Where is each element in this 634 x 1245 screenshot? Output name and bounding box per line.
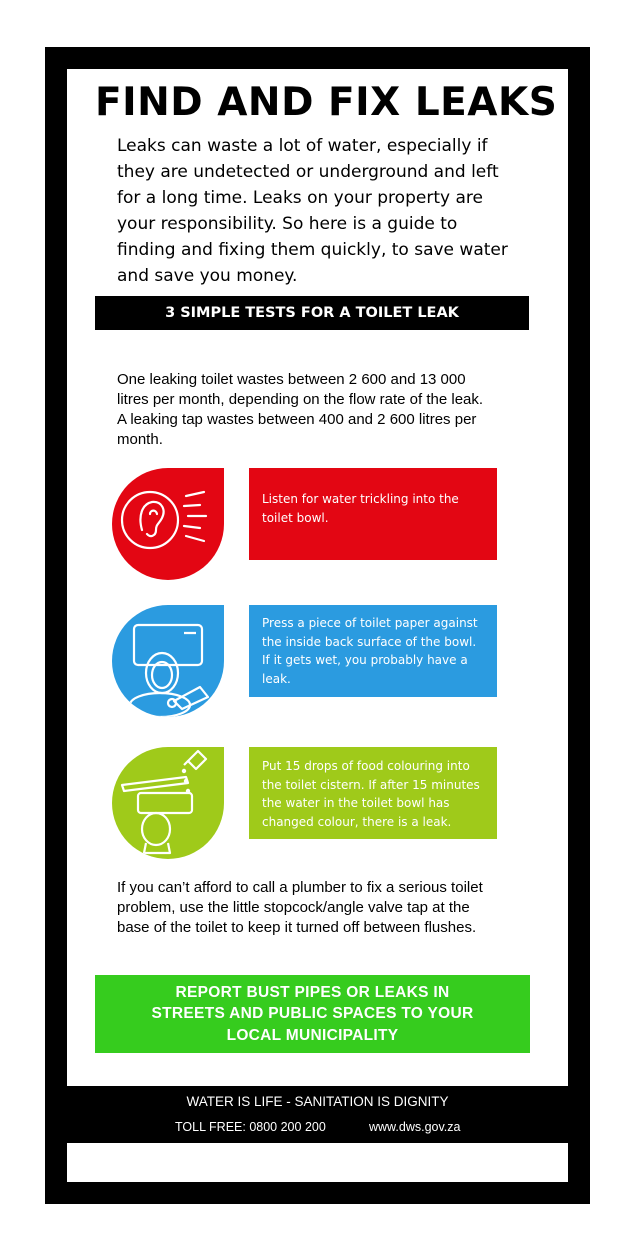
website-link[interactable]: www.dws.gov.za — [369, 1120, 461, 1134]
test-dye-text: Put 15 drops of food colouring into the toilet cistern. If after 15 minutes the water in the toilet bowl has changed colour, there is a leak. — [249, 747, 497, 839]
waste-info-paragraph: One leaking toilet wastes between 2 600 and 13 000 litres per month, depending on the flow rate of the leak. A leaking tap wastes between 400 and 2 600 litres per month. — [117, 371, 484, 448]
test-paper-text: Press a piece of toilet paper against the inside back surface of the bowl. If it gets wet, you probably have a leak. — [249, 605, 497, 697]
intro-paragraph: Leaks can waste a lot of water, especially if they are undetected or underground and left for a long time. Leaks on your property are your responsibility. So here is a guide to finding and fixing them quickly, to save water and save you money. — [117, 136, 508, 286]
section-heading: 3 SIMPLE TESTS FOR A TOILET LEAK — [95, 296, 529, 330]
food-colouring-drops-icon — [112, 747, 224, 859]
footer-slogan: WATER IS LIFE - SANITATION IS DIGNITY — [186, 1094, 449, 1109]
toll-free-number: TOLL FREE: 0800 200 200 — [175, 1120, 326, 1134]
report-banner-text: REPORT BUST PIPES OR LEAKS IN STREETS AND PUBLIC SPACES TO YOUR LOCAL MUNICIPALITY — [151, 983, 474, 1044]
report-banner — [95, 975, 530, 1053]
ear-listening-icon — [112, 468, 224, 580]
bottom-blank-box — [67, 1143, 568, 1182]
test-listen-text: Listen for water trickling into the toilet bowl. — [249, 468, 497, 560]
afford-info-paragraph: If you can’t afford to call a plumber to fix a serious toilet problem, use the little stopcock/angle valve tap at the base of the toilet to keep it turned off between flushes. — [117, 879, 483, 936]
toilet-paper-test-icon — [112, 605, 224, 717]
page-title: FIND AND FIX LEAKS — [95, 80, 558, 125]
